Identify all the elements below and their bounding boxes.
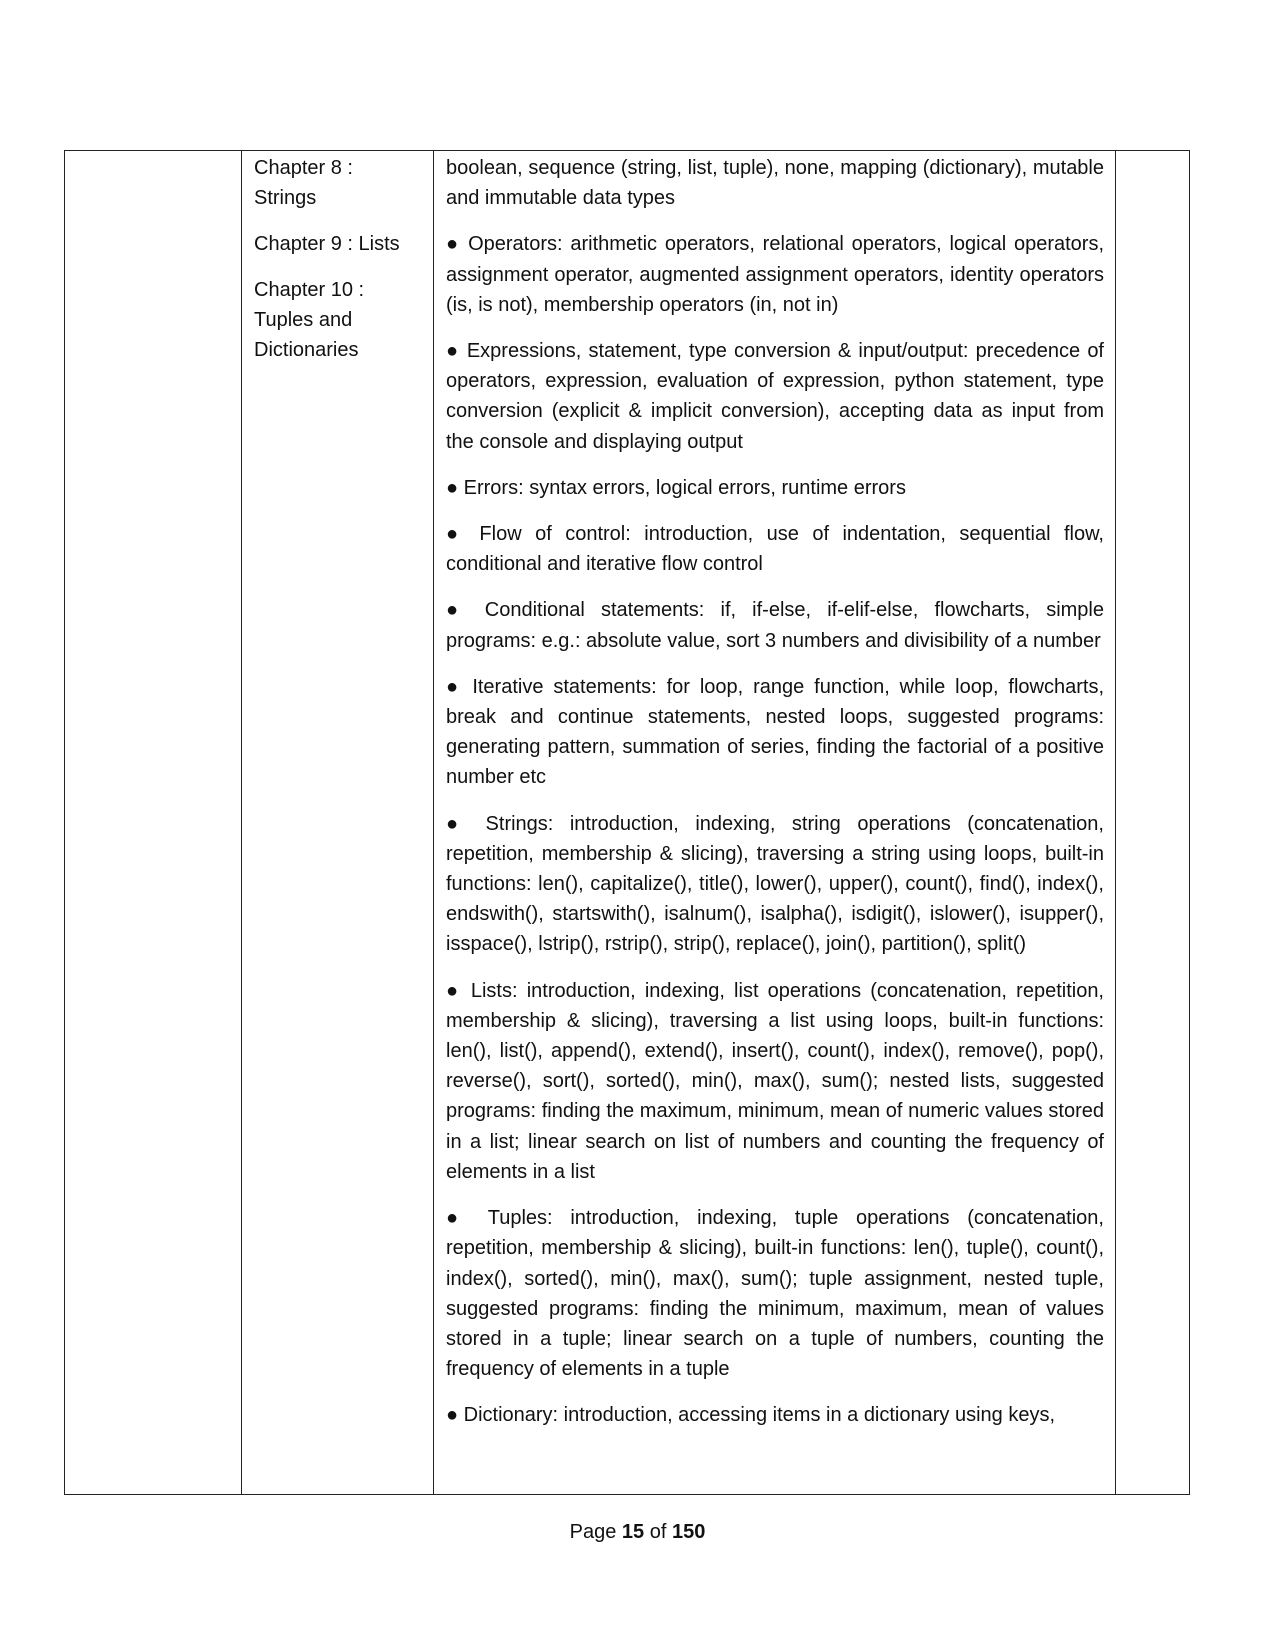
topic-paragraph: ● Expressions, statement, type conversion & input/output: precedence of operators, expression, evaluation of expression, python statement, type conversion (explicit & implicit conversion), accepting data as input from the console and displaying output (446, 340, 1104, 453)
content-cell (434, 151, 1116, 1495)
topic-paragraph: ● Lists: introduction, indexing, list operations (concatenation, repetition, membership & slicing), traversing a list using loops, built-in functions: len(), list(), append(), extend(), insert(), count(), index(), remove(), pop(), reverse(), sort(), sorted(), min(), max(), sum(); nested lists, suggested programs: finding the maximum, minimum, mean of numeric values stored in a list; linear search on list of numbers and counting the frequency of elements in a list (446, 979, 1104, 1183)
unit-cell (65, 151, 242, 1495)
current-page-number: 15 (621, 1521, 645, 1543)
topic-paragraph: ● Iterative statements: for loop, range function, while loop, flowcharts, break and continue statements, nested loops, suggested programs: generating pattern, summation of series, finding the factorial of a positive number etc (446, 675, 1104, 789)
syllabus-table (64, 150, 1190, 1495)
chapters-cell (242, 151, 434, 1495)
chapter-item: Chapter 8 : Strings (254, 157, 353, 209)
total-pages-number: 150 (671, 1521, 706, 1543)
topic-paragraph: ● Strings: introduction, indexing, string operations (concatenation, repetition, membership & slicing), traversing a string using loops, built-in functions: len(), capitalize(), title(), lower(), upper(), count(), find(), index(), endswith(), startswith(), isalnum(), isalpha(), isdigit(), islower(), isupper(), isspace(), lstrip(), rstrip(), strip(), replace(), join(), partition(), split() (446, 812, 1104, 956)
chapter-item: Chapter 10 : Tuples and Dictionaries (254, 279, 365, 361)
topic-list (434, 151, 1115, 1431)
topic-paragraph: ● Operators: arithmetic operators, relational operators, logical operators, assignment operator, augmented assignment operators, identity operators (is, is not), membership operators (in, not in) (446, 233, 1104, 316)
topic-paragraph: ● Conditional statements: if, if-else, if-elif-else, flowcharts, simple programs: e.g.: absolute value, sort 3 numbers and divisibility of a number (446, 599, 1104, 652)
chapter-item: Chapter 9 : Lists (254, 233, 400, 255)
topic-paragraph: ● Tuples: introduction, indexing, tuple operations (concatenation, repetition, membership & slicing), built-in functions: len(), tuple(), count(), index(), sorted(), min(), max(), sum(); tuple assignment, nested tuple, suggested programs: finding the minimum, maximum, mean of values stored in a tuple; linear search on a tuple of numbers, counting the frequency of elements in a tuple (446, 1207, 1104, 1381)
table-row (65, 151, 1190, 1495)
page-label: Page (569, 1521, 617, 1543)
topic-paragraph: ● Errors: syntax errors, logical errors, runtime errors (446, 476, 906, 499)
topic-paragraph: boolean, sequence (string, list, tuple), none, mapping (dictionary), mutable and immutable data types (446, 157, 1104, 210)
topic-paragraph: ● Flow of control: introduction, use of indentation, sequential flow, conditional and iterative flow control (446, 523, 1104, 576)
topic-paragraph: ● Dictionary: introduction, accessing items in a dictionary using keys, (446, 1404, 1056, 1427)
page-of-label: of (649, 1521, 667, 1543)
chapter-list (242, 151, 433, 365)
marks-cell (1116, 151, 1190, 1495)
page-footer (0, 1518, 1275, 1546)
